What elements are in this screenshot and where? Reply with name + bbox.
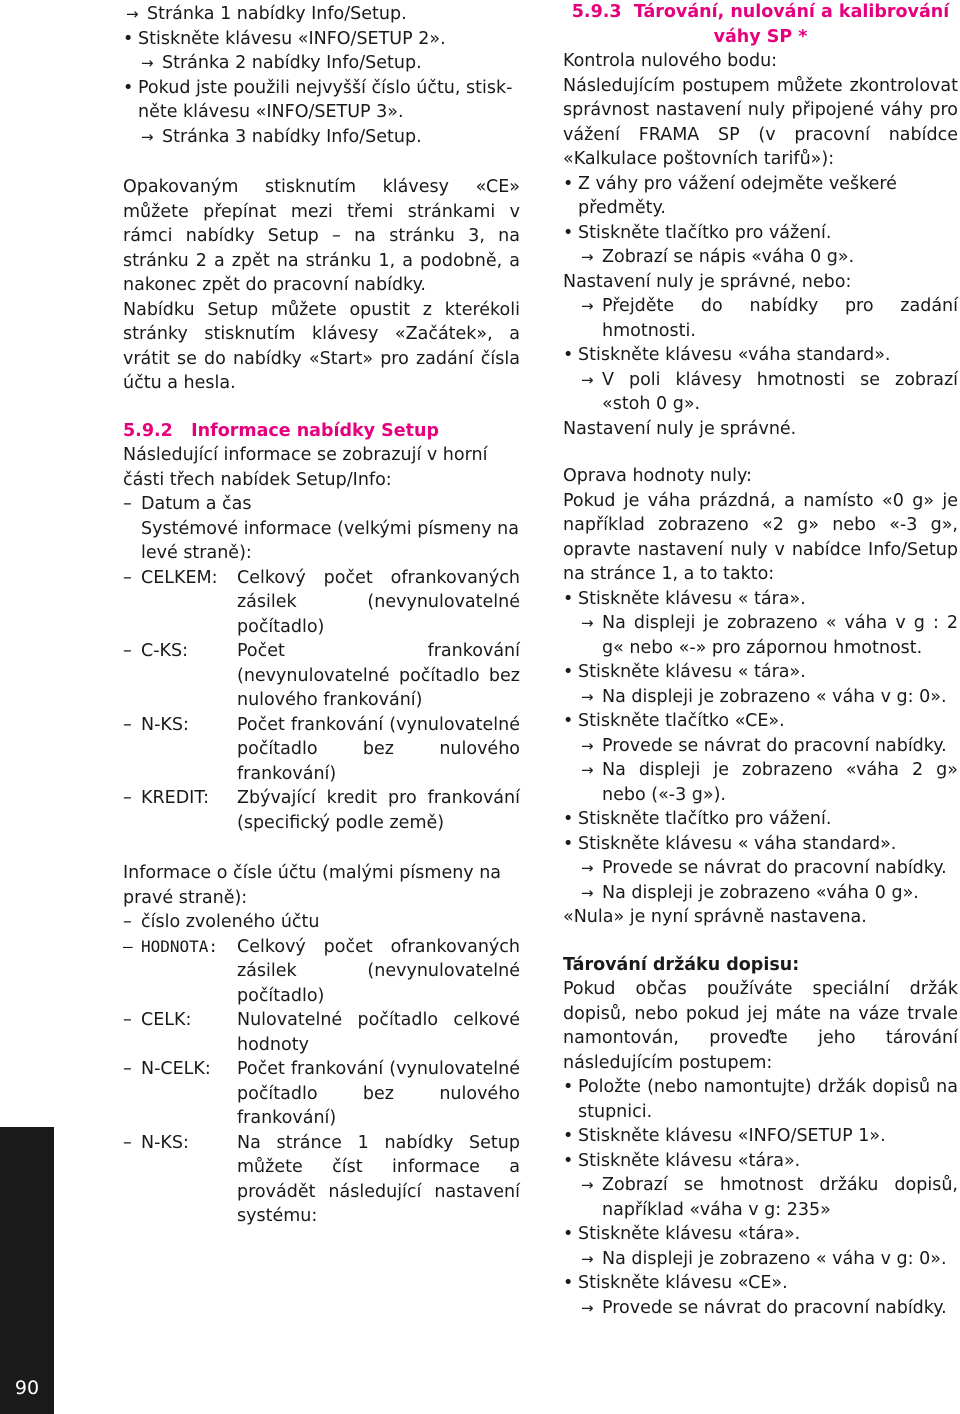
- page-number: 90: [14, 1377, 40, 1399]
- c-bullet-3: • Stiskněte tlačítko «CE».: [563, 709, 958, 734]
- t-arrow-3: → Provede se návrat do pracovní nabídky.: [563, 1296, 958, 1321]
- setup-pages-paragraph: Opakovaným stisknutím klávesy «CE» můžete přepínat mezi třemi stránkami v rámci nabídky Setup – na stránku 3, na stránku 2 a zpět na stránku 1, a podobně, a nakonec zpět do pracovní nabídky.: [123, 177, 520, 295]
- zc-bullet-1: • Z váhy pro vážení odejměte veškeré předměty.: [563, 172, 958, 221]
- zc-bullet-2: • Stiskněte tlačítko pro vážení.: [563, 221, 958, 246]
- acct-item-hodnota: – HODNOTA: Celkový počet ofrankovaných zásilek (nevynulovatelné počítadlo): [123, 935, 520, 1009]
- c-line-1: «Nula» je nyní správně nastavena.: [563, 907, 867, 927]
- t-bullet-3: • Stiskněte klávesu «tára».: [563, 1149, 958, 1174]
- intro-line-2: • Stiskněte klávesu «INFO/SETUP 2».: [123, 27, 520, 52]
- acct-item-celk: – CELK: Nulovatelné počítadlo celkové hodnoty: [123, 1008, 520, 1057]
- acct-item-n-ks: – N-KS: Na stránce 1 nabídky Setup můžete číst informace a provádět následující nastavení systému:: [123, 1131, 520, 1229]
- left-column: [123, 0, 520, 1229]
- c-arrow-1: → Na displeji je zobrazeno « váha v g : 2 g« nebo «-» pro zápornou hmotnost.: [563, 611, 958, 660]
- page-side-tab: [0, 1127, 54, 1414]
- sys-item-celkem: – CELKEM: Celkový počet ofrankovaných zásilek (nevynulovatelné počítadlo): [123, 566, 520, 640]
- acct-info-label: Informace o čísle účtu (malými písmeny na pravé straně):: [123, 863, 502, 908]
- sys-info-label: Systémové informace (velkými písmeny na levé straně):: [141, 518, 519, 563]
- section-heading-592: [123, 419, 520, 444]
- t-arrow-2: → Na displeji je zobrazeno « váha v g: 0».: [563, 1247, 958, 1272]
- section-title-593-line1: Tárování, nulování a kalibrování: [633, 2, 950, 22]
- tare-title: Tárování držáku dopisu:: [563, 954, 800, 975]
- zc-arrow-2: → Přejděte do nabídky pro zadání hmotnosti.: [563, 294, 958, 343]
- sys-item-c-ks: – C-KS: Počet frankování (nevynulovatelné počítadlo bez nulového frankování): [123, 639, 520, 713]
- section-number-593: 5.9.3: [571, 2, 622, 22]
- corr-text: Pokud je váha prázdná, a namísto «0 g» je například zobrazeno «2 g» nebo «-3 g», opravte nastavení nuly v nabídce Info/Setup na stránce 1, a to takto:: [563, 490, 958, 584]
- t-bullet-2: • Stiskněte klávesu «INFO/SETUP 1».: [563, 1124, 958, 1149]
- zc-line-2: Nastavení nuly je správné.: [563, 418, 797, 439]
- acct-selected-item: – číslo zvoleného účtu: [123, 910, 520, 935]
- c-bullet-4: • Stiskněte tlačítko pro vážení.: [563, 807, 958, 832]
- tare-text: Pokud občas používáte speciální držák dopisů, nebo pokud jej máte na váze trvale namontován, proveďte jeho tárování následujícím postupem:: [563, 979, 958, 1073]
- date-time-item: – Datum a čas: [123, 492, 520, 517]
- c-arrow-5: → Provede se návrat do pracovní nabídky.: [563, 856, 958, 881]
- section-title-593-line2: váhy SP *: [713, 26, 808, 47]
- setup-exit-paragraph: Nabídku Setup můžete opustit z kterékoli stránky stisknutím klávesy «Začátek», a vrátit se do nabídky «Start» pro zadání čísla účtu a hesla.: [123, 299, 520, 393]
- c-arrow-6: → Na displeji je zobrazeno «váha 0 g».: [563, 881, 958, 906]
- zc-arrow-1: → Zobrazí se nápis «váha 0 g».: [563, 245, 958, 270]
- c-bullet-2: • Stiskněte klávesu « tára».: [563, 660, 958, 685]
- info-intro: Následující informace se zobrazují v horní části třech nabídek Setup/Info:: [123, 445, 488, 490]
- c-bullet-1: • Stiskněte klávesu « tára».: [563, 587, 958, 612]
- section-title: Informace nabídky Setup: [191, 420, 440, 441]
- t-bullet-4: • Stiskněte klávesu «tára».: [563, 1222, 958, 1247]
- zc-line-1: Nastavení nuly je správné, nebo:: [563, 271, 852, 292]
- right-column: [563, 0, 958, 1320]
- corr-title: Oprava hodnoty nuly:: [563, 466, 752, 486]
- t-bullet-5: • Stiskněte klávesu «CE».: [563, 1271, 958, 1296]
- intro-line-4: • Pokud jste použili nejvyšší číslo účtu, stisk-: [123, 76, 520, 101]
- zc-arrow-3: → V poli klávesy hmotnosti se zobrazí «stoh 0 g».: [563, 368, 958, 417]
- zero-check-title: Kontrola nulového bodu:: [563, 51, 778, 71]
- c-bullet-5: • Stiskněte klávesu « váha standard».: [563, 832, 958, 857]
- intro-line-1: → Stránka 1 nabídky Info/Setup.: [123, 2, 520, 27]
- t-bullet-1: • Položte (nebo namontujte) držák dopisů na stupnici.: [563, 1075, 958, 1124]
- sys-item-n-ks: – N-KS: Počet frankování (vynulovatelné počítadlo bez nulového frankování): [123, 713, 520, 787]
- acct-item-n-celk: – N-CELK: Počet frankování (vynulovatelné počítadlo bez nulového frankování): [123, 1057, 520, 1131]
- sys-item-kredit: – KREDIT: Zbývající kredit pro frankování (specifický podle země): [123, 786, 520, 835]
- zc-bullet-3: • Stiskněte klávesu «váha standard».: [563, 343, 958, 368]
- c-arrow-3: → Provede se návrat do pracovní nabídky.: [563, 734, 958, 759]
- c-arrow-4: → Na displeji je zobrazeno «váha 2 g» nebo («-3 g»).: [563, 758, 958, 807]
- intro-line-3: → Stránka 2 nabídky Info/Setup.: [123, 51, 520, 76]
- section-heading-593: [563, 0, 958, 49]
- zero-check-text: Následujícím postupem můžete zkontrolovat správnost nastavení nuly připojené váhy pro vážení FRAMA SP (v pracovní nabídce «Kalkulace poštovních tarifů»):: [563, 75, 958, 169]
- intro-line-6: → Stránka 3 nabídky Info/Setup.: [123, 125, 520, 150]
- section-number: 5.9.2: [123, 420, 173, 441]
- intro-line-5: něte klávesu «INFO/SETUP 3».: [138, 102, 404, 122]
- c-arrow-2: → Na displeji je zobrazeno « váha v g: 0».: [563, 685, 958, 710]
- t-arrow-1: → Zobrazí se hmotnost držáku dopisů, například «váha v g: 235»: [563, 1173, 958, 1222]
